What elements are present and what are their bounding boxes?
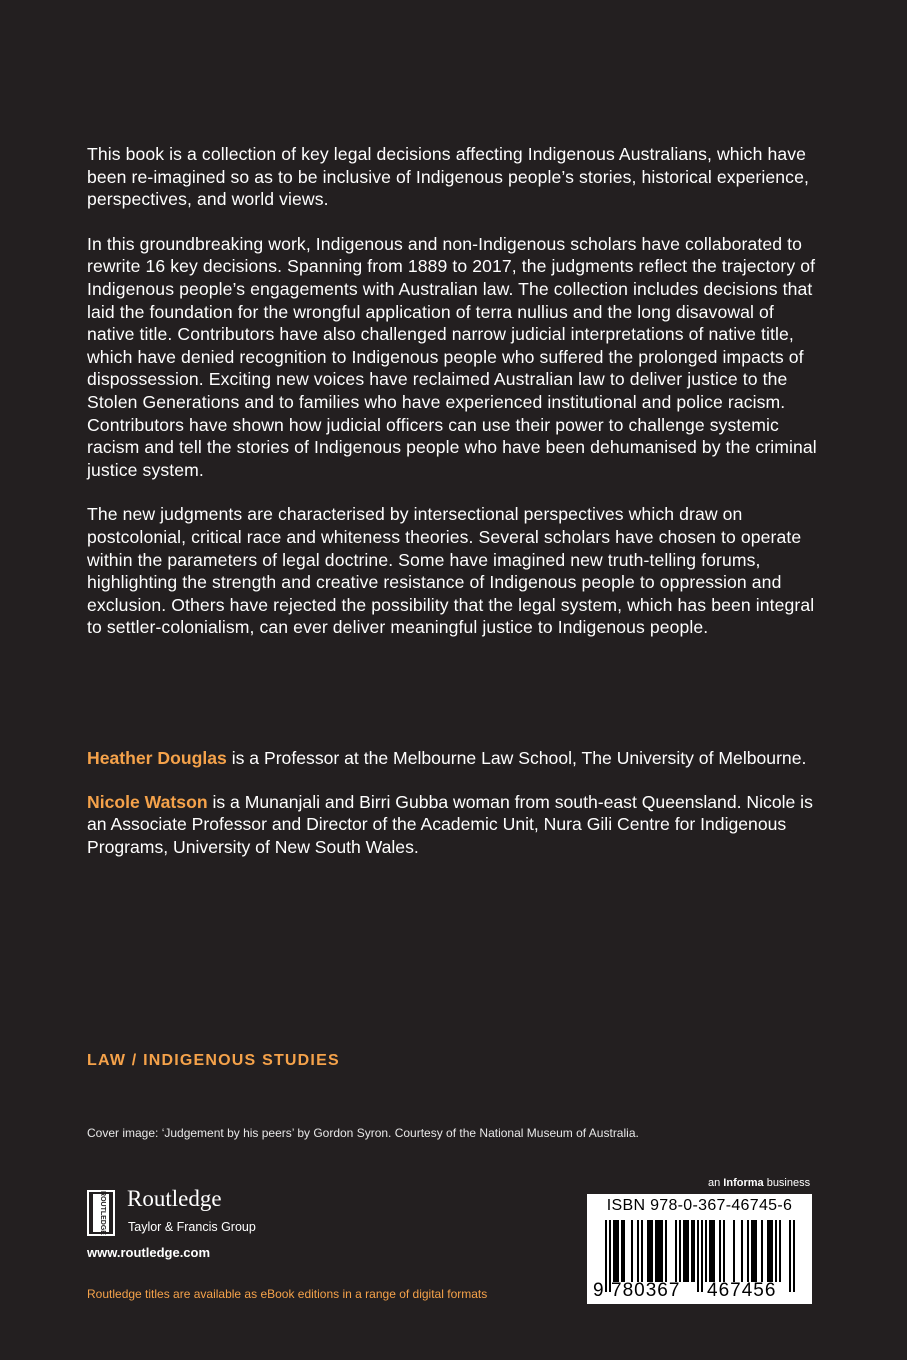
publisher-group: Taylor & Francis Group [128,1220,256,1234]
author-name: Heather Douglas [87,748,227,768]
isbn-text: ISBN 978-0-367-46745-6 [606,1197,793,1214]
barcode-bar [771,1220,773,1282]
barcode-bar [761,1220,763,1282]
publisher-name: Routledge [127,1186,222,1211]
barcode-bar [753,1220,755,1282]
barcode-bar [613,1220,615,1282]
barcode-bar [741,1220,743,1282]
publisher-url[interactable]: www.routledge.com [87,1245,211,1260]
barcode [587,1194,812,1304]
barcode-bar [637,1220,639,1282]
publisher-logo [87,1188,287,1240]
barcode-bar [657,1220,659,1282]
author-bios [87,747,827,879]
barcode-bar [719,1220,721,1282]
author-bio [87,791,827,859]
barcode-bar [651,1220,653,1282]
author-bio [87,747,827,770]
barcode-bar [779,1220,781,1282]
informa-prefix: an [708,1177,724,1189]
barcode-bar [649,1220,651,1282]
barcode-bar [769,1220,771,1282]
subject-category: LAW / INDIGENOUS STUDIES [87,1052,340,1069]
barcode-bar [709,1220,711,1282]
barcode-bar [775,1220,777,1282]
routledge-logo-icon [87,1190,115,1236]
barcode-bar [665,1220,667,1282]
barcode-bar [679,1220,681,1282]
barcode-bar [617,1220,619,1282]
barcode-bar [755,1220,757,1282]
barcode-bar [641,1220,643,1282]
author-name: Nicole Watson [87,791,208,812]
barcode-bar [605,1220,607,1292]
barcode-bar [683,1220,685,1282]
barcode-bar [621,1220,623,1282]
blurb [87,143,822,661]
author-bio-text: is a Munanjali and Birri Gubba woman from south-east Queensland. Nicole is an Associate Professor and Director of the Academic Unit, Nura Gili Centre for Indigenous Programs, University of New South Wales. [87,791,813,857]
barcode-group-2: 467456 [707,1280,777,1301]
barcode-bar [631,1220,633,1282]
barcode-bar [685,1220,687,1282]
barcode-bar [661,1220,663,1282]
barcode-bar [705,1220,707,1282]
barcode-bar [697,1220,699,1292]
barcode-bar [733,1220,735,1282]
barcode-bar [687,1220,689,1282]
barcode-bar [693,1220,695,1282]
barcode-bar [793,1220,795,1292]
barcode-bar [747,1220,749,1282]
informa-tagline [708,1177,810,1189]
barcode-bar [789,1220,791,1292]
informa-suffix: business [763,1177,811,1189]
barcode-bar [713,1220,715,1282]
barcode-lead-digit: 9 [593,1280,604,1301]
informa-brand: Informa [723,1177,764,1189]
barcode-bar [615,1220,617,1282]
blurb-paragraph-2: In this groundbreaking work, Indigenous and non-Indigenous scholars have collaborated to rewrite 16 key decisions. Spanning from 1889 to 2017, the judgments reflect the trajectory of Indigenous people’s engagements with Australian law. The collection includes decisions that laid the foundation for the wrongful application of terra nullius and the long disavowal of native title. Contributors have also challenged narrow judicial interpretations of native title, which have denied recognition to Indigenous people who suffered the prolonged impacts of dispossession. Exciting new voices have reclaimed Australian law to deliver justice to the Stolen Generations and to families who have experienced institutional and police racism. Contributors have shown how judicial officers can use their power to challenge systemic racism and tell the stories of Indigenous people who have been dehumanised by the criminal justice system. [87,233,817,480]
barcode-bar [701,1220,703,1292]
barcode-bar [691,1220,693,1282]
author-bio-text: is a Professor at the Melbourne Law School, The University of Melbourne. [226,748,807,768]
logo-mark-text: ROUTLEDGE [99,1191,106,1235]
barcode-bar [623,1220,625,1282]
barcode-bar [723,1220,725,1282]
barcode-bar [675,1220,677,1282]
barcode-group-1: 780367 [611,1280,681,1301]
cover-credit: Cover image: ‘Judgement by his peers’ by Gordon Syron. Courtesy of the National Museum of Australia. [87,1126,639,1140]
barcode-bar [647,1220,649,1282]
blurb-paragraph-3: The new judgments are characterised by intersectional perspectives which draw on postcolonial, critical race and whiteness theories. Several scholars have chosen to operate within the parameters of legal doctrine. Some have imagined new truth-telling forums, highlighting the strength and creative resistance of Indigenous people to oppression and exclusion. Others have rejected the possibility that the legal system, which has been integral to settler-colonialism, can ever deliver meaningful justice to Indigenous people. [87,504,815,638]
ebook-note: Routledge titles are available as eBook editions in a range of digital formats [87,1287,488,1301]
blurb-paragraph-1: This book is a collection of key legal decisions affecting Indigenous Australians, which have been re-imagined so as to be inclusive of Indigenous people’s stories, historical experience, perspectives, and world views. [87,144,809,210]
barcode-bar [655,1220,657,1282]
barcode-bar [659,1220,661,1282]
barcode-bar [751,1220,753,1282]
barcode-bar [711,1220,713,1282]
barcode-bar [767,1220,769,1282]
